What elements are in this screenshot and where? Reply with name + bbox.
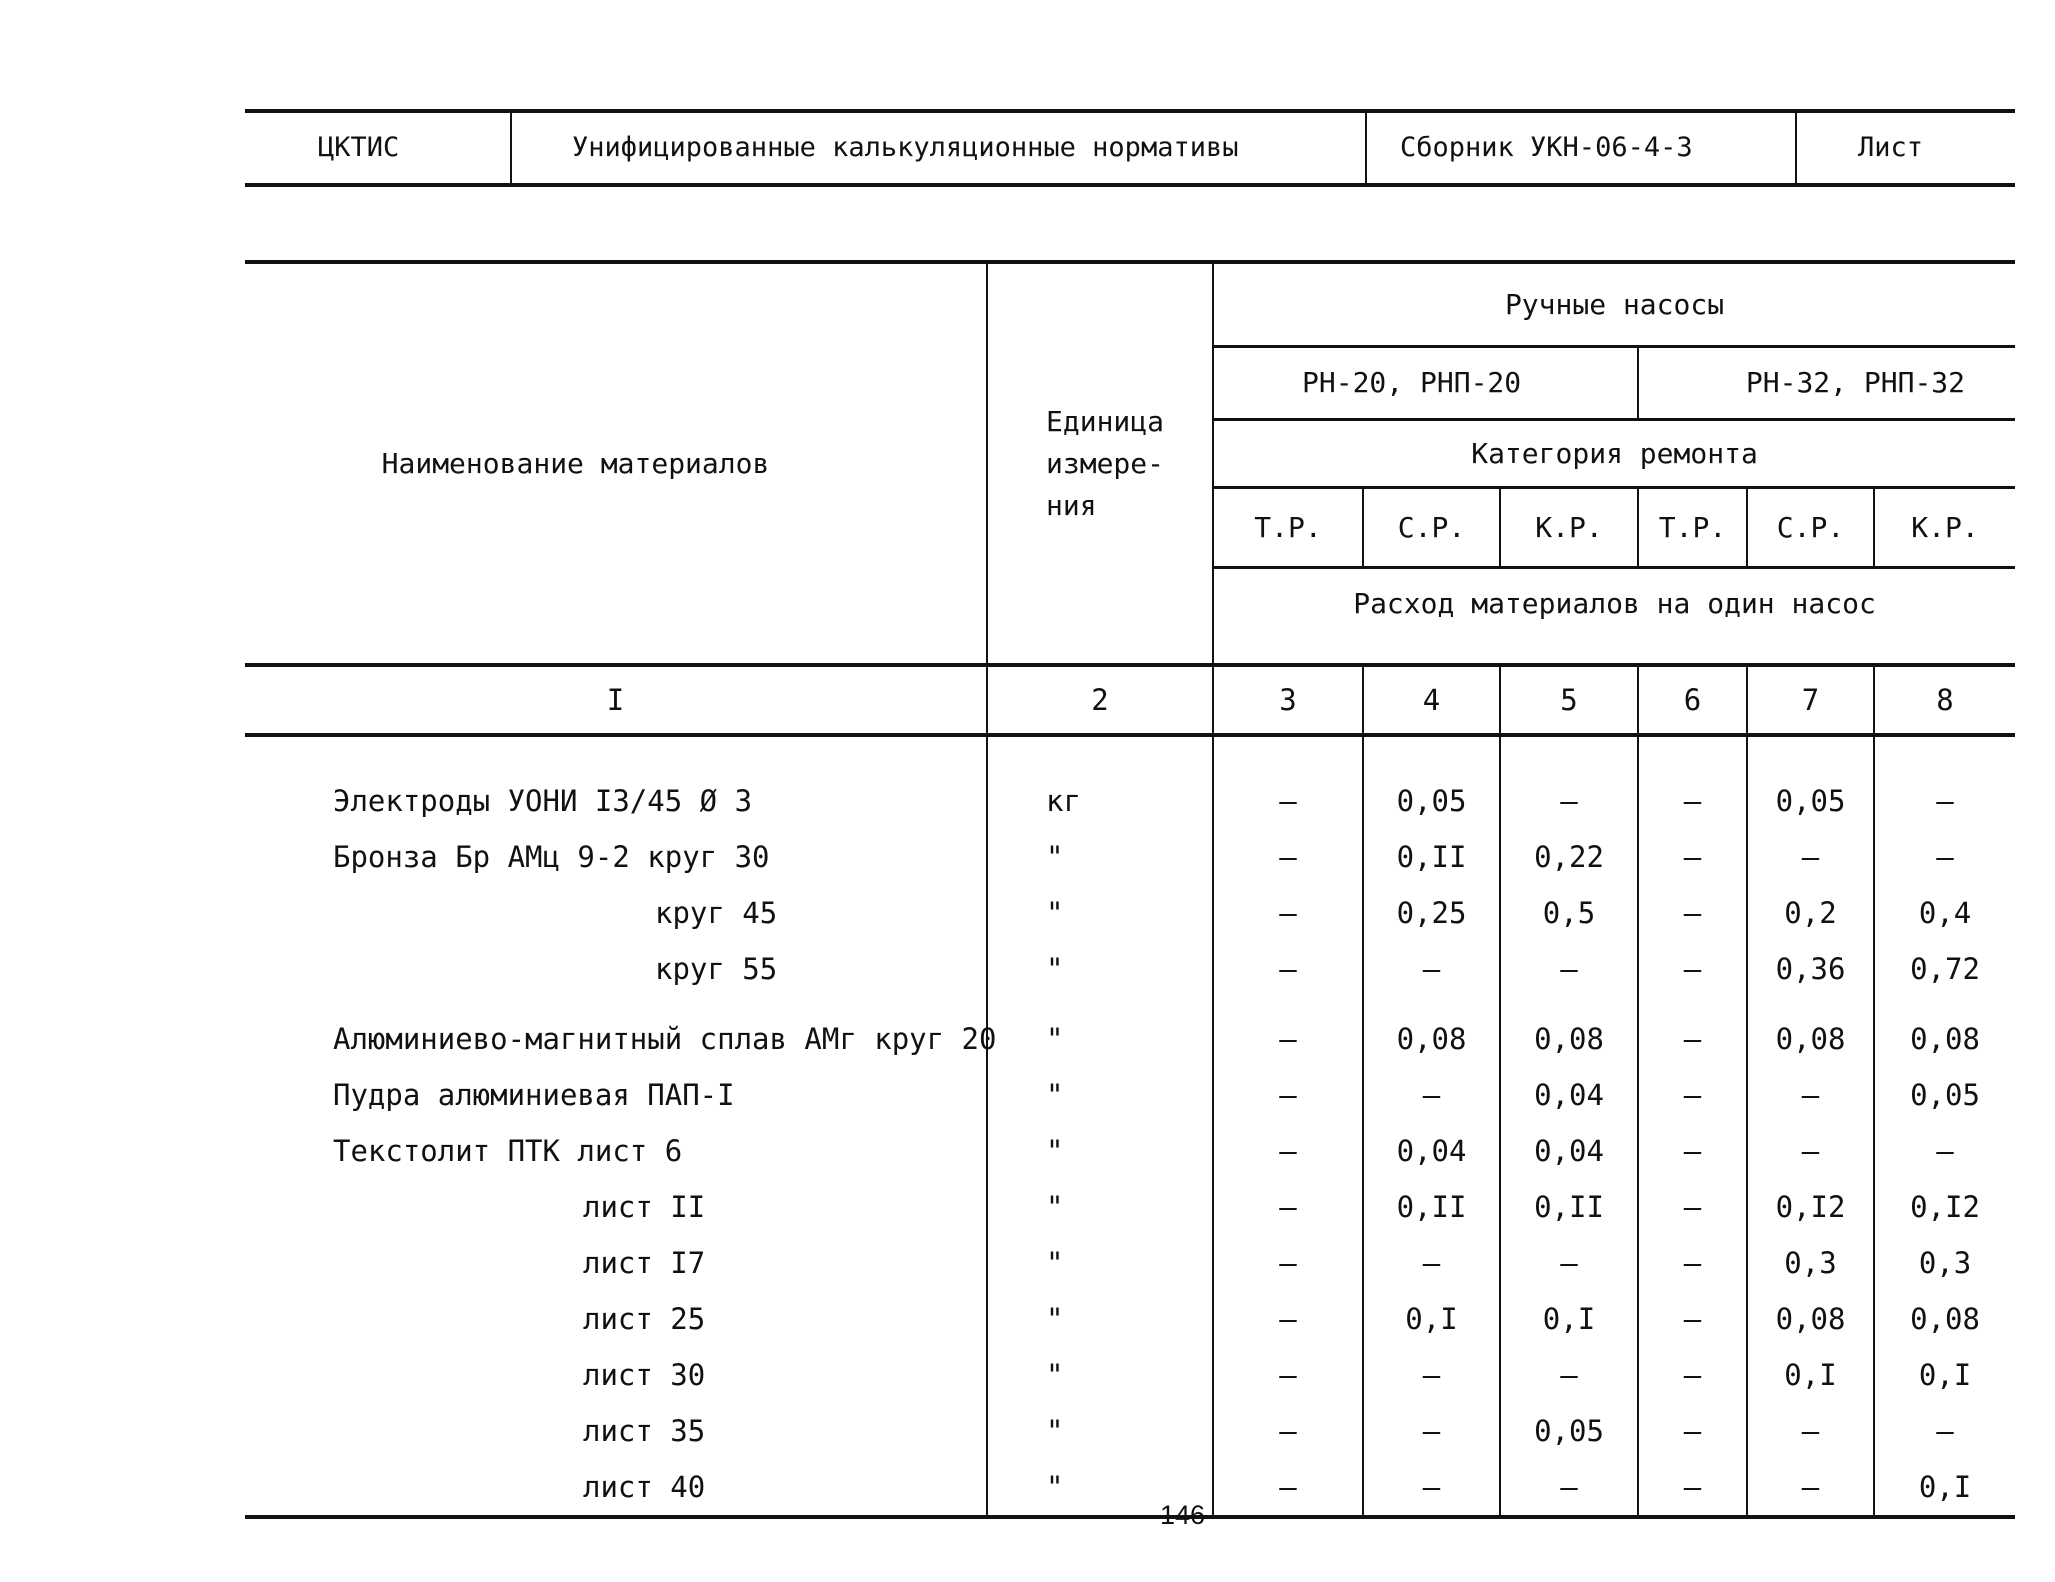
column-number: 8 [1874,665,2015,735]
sub-header-tr: Т.Р. [1638,487,1747,567]
group-header: Ручные насосы [1213,262,2015,346]
value-cell: – [1213,941,1363,997]
material-name: круг 55 [655,952,778,986]
value-cell: 0,05 [1500,1403,1638,1459]
value-cell: – [1213,1291,1363,1347]
table-body [245,735,2015,1517]
header-divider [510,111,512,185]
value-cell: – [1638,1347,1747,1403]
unit-header-line: Единица [1046,404,1165,438]
value-cell: – [1747,829,1874,885]
sub-header-sr: С.Р. [1747,487,1874,567]
value-cell: 0,36 [1747,941,1874,997]
consumption-header: Расход материалов на один насос [1213,567,2015,665]
table-row [245,1123,2015,1179]
value-cell: – [1638,941,1747,997]
column-header-name [245,262,987,665]
material-unit: " [987,941,1213,997]
sub-header-sr: С.Р. [1363,487,1500,567]
material-name: лист I7 [583,1246,706,1280]
table-row [245,1067,2015,1123]
table-row [245,885,2015,941]
value-cell: 0,08 [1363,997,1500,1067]
value-cell: – [1213,1123,1363,1179]
value-cell: 0,08 [1874,997,2015,1067]
header-org: ЦКТИС [318,132,400,163]
material-name: Электроды УОНИ I3/45 Ø 3 [333,784,753,818]
value-cell: – [1747,1067,1874,1123]
header-collection: Сборник УКН-06-4-3 [1400,132,1693,163]
unit-header-line: ния [1046,488,1097,522]
table-row [245,1459,2015,1517]
material-name: лист 30 [583,1358,706,1392]
value-cell: – [1363,1459,1500,1517]
value-cell: – [1638,1235,1747,1291]
value-cell: – [1638,1403,1747,1459]
material-unit: " [987,1291,1213,1347]
value-cell: – [1363,1235,1500,1291]
value-cell: – [1638,1123,1747,1179]
value-cell: – [1747,1403,1874,1459]
column-header-name-label: Наименование материалов [381,447,770,480]
value-cell: – [1747,1459,1874,1517]
value-cell: 0,II [1363,829,1500,885]
column-number: 3 [1213,665,1363,735]
header-divider [1365,111,1367,185]
material-unit: " [987,829,1213,885]
value-cell: – [1874,1403,2015,1459]
value-cell: 0,I2 [1747,1179,1874,1235]
table-row [245,735,2015,829]
value-cell: 0,3 [1874,1235,2015,1291]
value-cell: 0,04 [1500,1123,1638,1179]
value-cell: – [1500,1459,1638,1517]
column-numbers-row [245,665,2015,735]
material-unit: " [987,1235,1213,1291]
material-name: лист II [583,1190,706,1224]
material-name: Алюминиево-магнитный сплав АМг круг 20 [333,1022,997,1056]
value-cell: – [1213,1235,1363,1291]
table-row [245,941,2015,997]
value-cell: – [1874,1123,2015,1179]
material-name: Текстолит ПТК лист 6 [333,1134,683,1168]
value-cell: 0,08 [1500,997,1638,1067]
column-number: 6 [1638,665,1747,735]
sub-header-kr: К.Р. [1500,487,1638,567]
material-name: Бронза Бр АМц 9-2 круг 30 [333,840,770,874]
value-cell: – [1213,829,1363,885]
value-cell: 0,22 [1500,829,1638,885]
value-cell: – [1213,1179,1363,1235]
material-unit: " [987,885,1213,941]
value-cell: – [1213,1403,1363,1459]
value-cell: 0,05 [1747,735,1874,829]
value-cell: – [1638,997,1747,1067]
material-name: Пудра алюминиевая ПАП-I [333,1078,735,1112]
value-cell: 0,II [1363,1179,1500,1235]
material-name: лист 40 [245,1459,987,1517]
value-cell: 0,08 [1874,1291,2015,1347]
column-number: 2 [987,665,1213,735]
material-unit: " [987,1403,1213,1459]
model-b-header: РН-32, РНП-32 [1638,346,2015,419]
value-cell: – [1638,1291,1747,1347]
table-row [245,1179,2015,1235]
value-cell: – [1213,1347,1363,1403]
column-number: 7 [1747,665,1874,735]
value-cell: 0,04 [1500,1067,1638,1123]
material-name: круг 45 [655,896,778,930]
value-cell: 0,05 [1874,1067,2015,1123]
table-row [245,1403,2015,1459]
value-cell: 0,5 [1500,885,1638,941]
material-unit: " [987,1123,1213,1179]
value-cell: – [1363,941,1500,997]
material-unit: " [987,1067,1213,1123]
table-row [245,1235,2015,1291]
sub-header-kr: К.Р. [1874,487,2015,567]
material-name: лист 35 [583,1414,706,1448]
material-unit: " [987,1179,1213,1235]
value-cell: 0,72 [1874,941,2015,997]
value-cell: – [1747,1123,1874,1179]
page-number: 146 [1160,1500,1206,1530]
value-cell: 0,08 [1747,1291,1874,1347]
value-cell: – [1500,1347,1638,1403]
value-cell: – [1638,829,1747,885]
value-cell: 0,I [1363,1291,1500,1347]
value-cell: – [1638,885,1747,941]
value-cell: – [1213,885,1363,941]
value-cell: 0,II [1500,1179,1638,1235]
value-cell: 0,I [1500,1291,1638,1347]
value-cell: – [1638,1179,1747,1235]
value-cell: 0,05 [1363,735,1500,829]
value-cell: – [1638,1459,1747,1517]
column-header-unit [987,262,1213,665]
unit-header-line: измере- [1046,446,1165,480]
header-divider [1795,111,1797,185]
value-cell: 0,25 [1363,885,1500,941]
table-row [245,1291,2015,1347]
value-cell: – [1874,829,2015,885]
value-cell: 0,04 [1363,1123,1500,1179]
value-cell: 0,I [1747,1347,1874,1403]
header-sheet: Лист [1858,132,1924,163]
value-cell: – [1500,735,1638,829]
value-cell: 0,3 [1747,1235,1874,1291]
material-name: лист 25 [583,1302,706,1336]
column-number: I [245,665,987,735]
value-cell: – [1638,735,1747,829]
material-unit: " [987,1459,1213,1517]
value-cell: – [1363,1067,1500,1123]
value-cell: – [1213,1067,1363,1123]
column-number: 4 [1363,665,1500,735]
value-cell: 0,08 [1747,997,1874,1067]
value-cell: – [1213,997,1363,1067]
value-cell: – [1500,1235,1638,1291]
value-cell: – [1874,735,2015,829]
value-cell: 0,I2 [1874,1179,2015,1235]
value-cell: 0,2 [1747,885,1874,941]
material-unit: " [987,997,1213,1067]
material-unit: кг [987,735,1213,829]
table-row [245,997,2015,1067]
sub-header-tr: Т.Р. [1213,487,1363,567]
value-cell: 0,I [1874,1347,2015,1403]
value-cell: – [1213,1459,1363,1517]
value-cell: 0,I [1874,1459,2015,1517]
table-row [245,829,2015,885]
column-number: 5 [1500,665,1638,735]
value-cell: – [1363,1403,1500,1459]
value-cell: – [1500,941,1638,997]
category-header: Категория ремонта [1213,419,2015,487]
table-row [245,1347,2015,1403]
value-cell: – [1363,1347,1500,1403]
value-cell: 0,4 [1874,885,2015,941]
header-title: Унифицированные калькуляционные нормативы [572,132,1239,163]
materials-table [245,260,2015,1519]
material-unit: " [987,1347,1213,1403]
table-header [245,262,2015,735]
model-a-header: РН-20, РНП-20 [1213,346,1638,419]
value-cell: – [1638,1067,1747,1123]
value-cell: – [1213,735,1363,829]
